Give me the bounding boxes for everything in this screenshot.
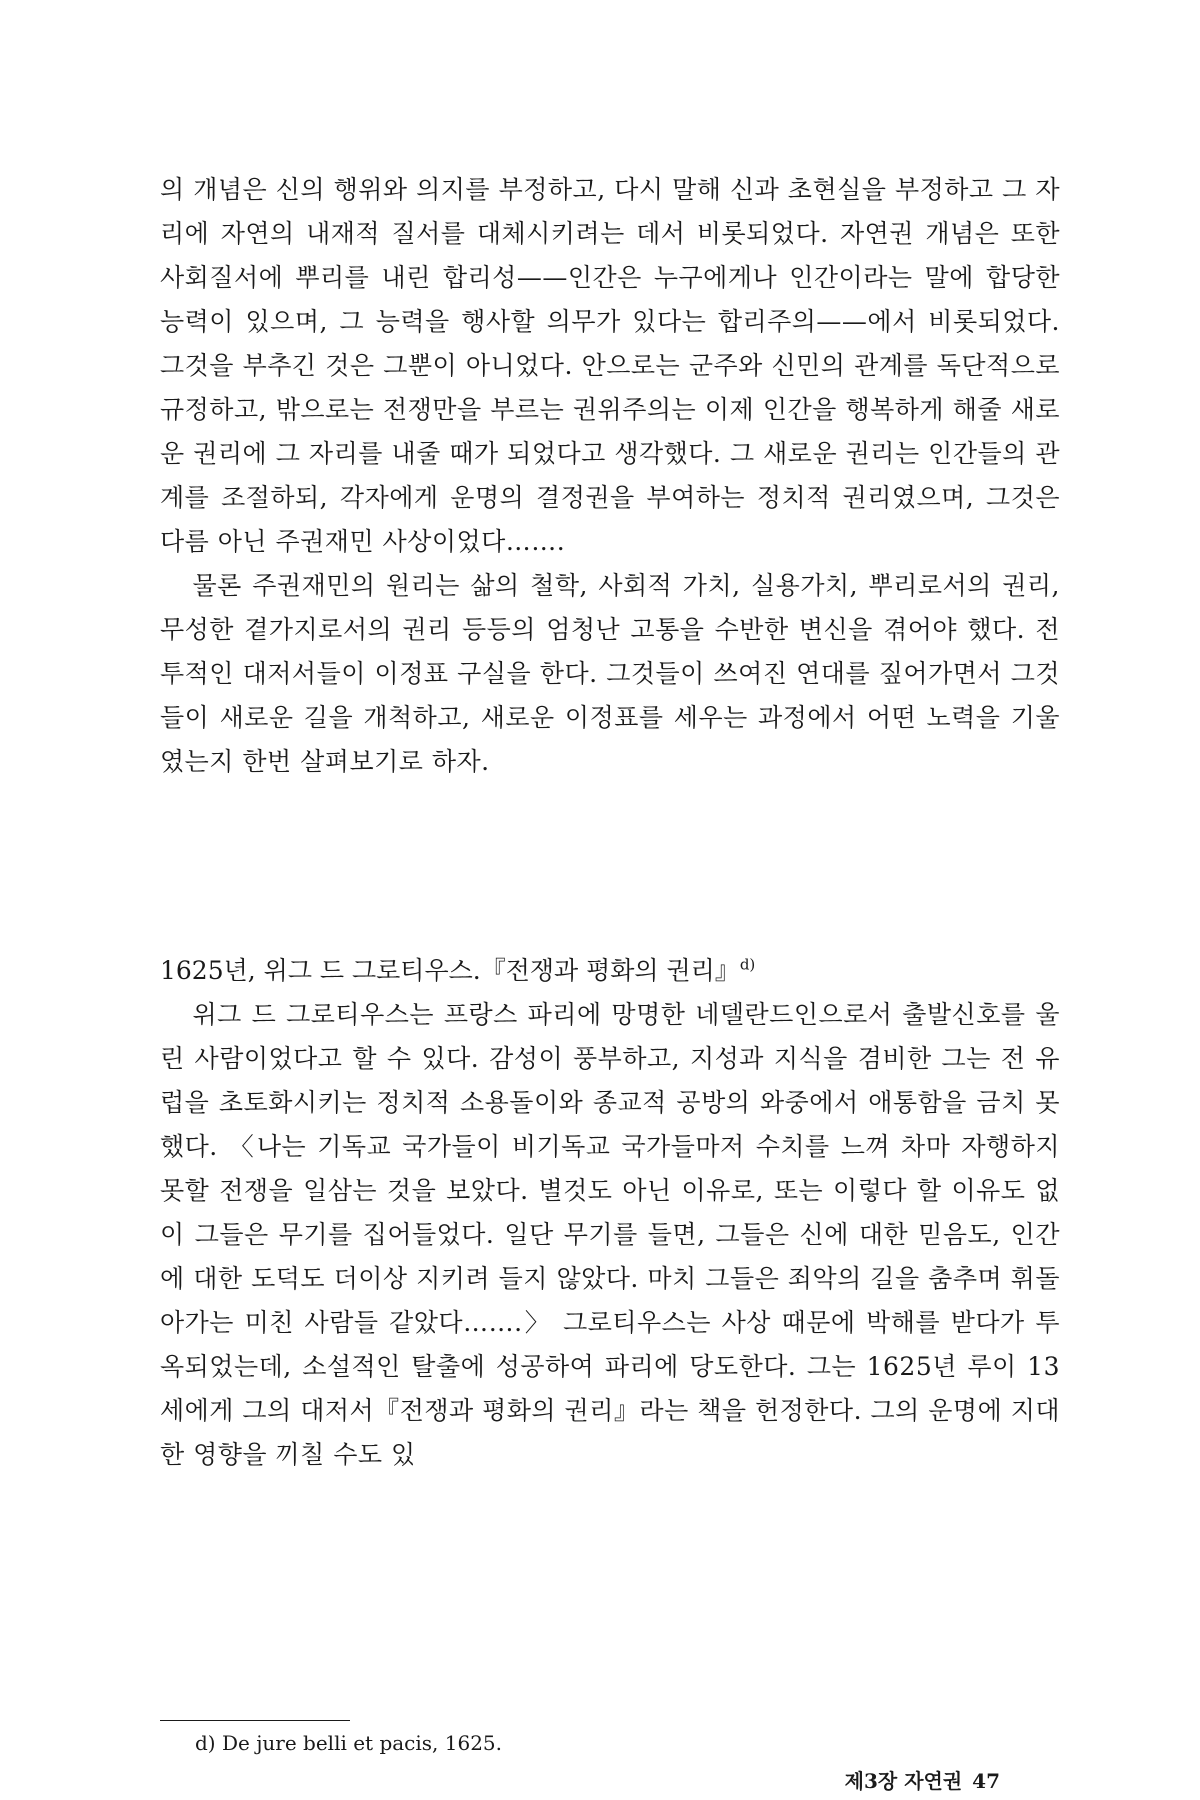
paragraph: 물론 주권재민의 원리는 삶의 철학, 사회적 가치, 실용가치, 뿌리로서의 권리, 무성한 곁가지로서의 권리 등등의 엄청난 고통을 수반한 변신을 겪어야 했다. 전투적인 대저서들이 이정표 구실을 한다. 그것들이 쓰여진 연대를 짚어가면서 그것들이 새로운 길을 개척하고, 새로운 이정표를 세우는 과정에서 어떤 노력을 기울였는지 한번 살펴보기로 하자. [160, 571, 1060, 776]
paragraph-continued: 의 개념은 신의 행위와 의지를 부정하고, 다시 말해 신과 초현실을 부정하고 그 자리에 자연의 내재적 질서를 대체시키려는 데서 비롯되었다. 자연권 개념은 또한 사회질서에 뿌리를 내린 합리성——인간은 누구에게나 인간이라는 말에 합당한 능력이 있으며, 그 능력을 행사할 의무가 있다는 합리주의——에서 비롯되었다. 그것을 부추긴 것은 그뿐이 아니었다. 안으로는 군주와 신민의 관계를 독단적으로 규정하고, 밖으로는 전쟁만을 부르는 권위주의는 이제 인간을 행복하게 해줄 새로운 권리에 그 자리를 내줄 때가 되었다고 생각했다. 그 새로운 권리는 인간들의 관계를 조절하되, 각자에게 운명의 결정권을 부여하는 정치적 권리였으며, 그것은 다름 아닌 주권재민 사상이었다……. [160, 175, 1060, 556]
body-text-top [160, 168, 1060, 784]
section-heading [160, 949, 755, 993]
footnote-marker: d) [739, 955, 756, 974]
paragraph: 위그 드 그로티우스는 프랑스 파리에 망명한 네델란드인으로서 출발신호를 울린 사람이었다고 할 수 있다. 감성이 풍부하고, 지성과 지식을 겸비한 그는 전 유럽을 초토화시키는 정치적 소용돌이와 종교적 공방의 와중에서 애통함을 금치 못했다. 〈나는 기독교 국가들이 비기독교 국가들마저 수치를 느껴 차마 자행하지 못할 전쟁을 일삼는 것을 보았다. 별것도 아닌 이유로, 또는 이렇다 할 이유도 없이 그들은 무기를 집어들었다. 일단 무기를 들면, 그들은 신에 대한 믿음도, 인간에 대한 도덕도 더이상 지키려 들지 않았다. 마치 그들은 죄악의 길을 춤추며 휘돌아가는 미친 사람들 같았다…….〉 그로티우스는 사상 때문에 박해를 받다가 투옥되었는데, 소설적인 탈출에 성공하여 파리에 당도한다. 그는 1625년 루이 13세에게 그의 대저서『전쟁과 평화의 권리』라는 책을 헌정한다. 그의 운명에 지대한 영향을 끼칠 수도 있 [160, 1000, 1060, 1469]
footnote: d) De jure belli et pacis, 1625. [195, 1731, 503, 1755]
footnote-divider [160, 1720, 350, 1721]
section-heading-text: 1625년, 위그 드 그로티우스.『전쟁과 평화의 권리』 [160, 956, 740, 985]
body-text-section [160, 993, 1060, 1477]
chapter-title: 제3장 자연권 [844, 1769, 963, 1793]
running-footer [845, 1767, 1000, 1795]
page-number: 47 [972, 1769, 1000, 1793]
